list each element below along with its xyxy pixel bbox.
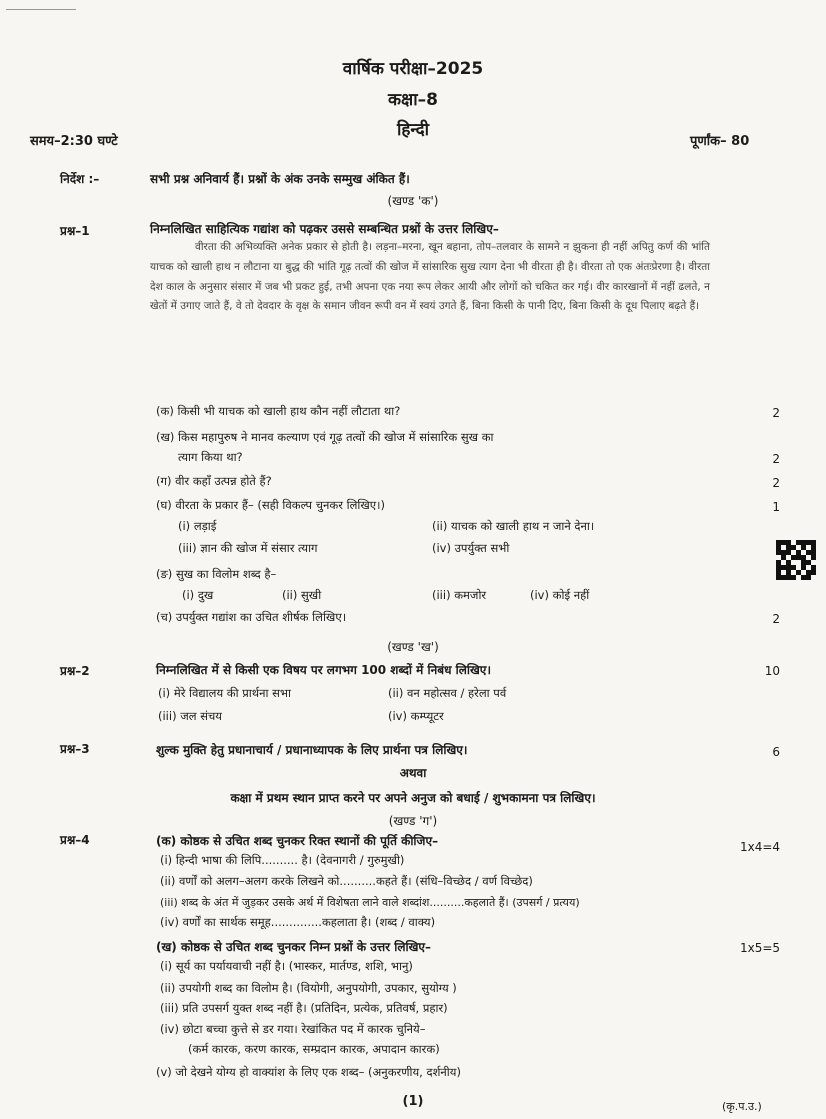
q4-b-iv-line1: (iv) छोटा बच्चा कुत्ते से डर गया। रेखांकित पद में कारक चुनिये– xyxy=(160,1022,426,1036)
q1-c-marks: 2 xyxy=(772,476,780,490)
scan-artifact-line xyxy=(6,9,76,10)
q3-text: शुल्क मुक्ति हेतु प्रधानाचार्य / प्रधानाध्यापक के लिए प्रार्थना पत्र लिखिए। xyxy=(156,743,468,757)
section-kha: (खण्ड 'ख') xyxy=(387,640,439,654)
section-ka: (खण्ड 'क') xyxy=(387,194,439,208)
q4-b-iv-line2: (कर्म कारक, करण कारक, सम्प्रदान कारक, अपादान कारक) xyxy=(188,1042,440,1056)
continued-note: (कृ.प.उ.) xyxy=(722,1100,762,1113)
q4-b-i: (i) सूर्य का पर्यायवाची नहीं है। (भास्कर, मार्तण्ड, शशि, भानु) xyxy=(160,959,413,973)
q2-label: प्रश्न–2 xyxy=(60,664,90,678)
q1-d-opt1: (i) लड़ाई xyxy=(178,519,217,533)
class-title: कक्षा–8 xyxy=(388,90,438,110)
section-ga: (खण्ड 'ग') xyxy=(388,814,438,828)
q1-e-opt1: (i) दुख xyxy=(182,588,214,602)
q4-a-iv: (iv) वर्णों का सार्थक समूह..............कहलाता है। (शब्द / वाक्य) xyxy=(160,915,436,929)
q1-e-opt3: (iii) कमजोर xyxy=(432,588,487,602)
q1-b-line2: त्याग किया था? xyxy=(178,450,243,464)
q1-f: (च) उपर्युक्त गद्यांश का उचित शीर्षक लिखिए। xyxy=(156,610,347,624)
q3-label: प्रश्न–3 xyxy=(60,742,90,756)
q4-label: प्रश्न–4 xyxy=(60,833,90,847)
q1-d-opt2: (ii) याचक को खाली हाथ न जाने देना। xyxy=(432,519,595,533)
instructions-text: सभी प्रश्न अनिवार्य हैं। प्रश्नों के अंक उनके सम्मुख अंकित हैं। xyxy=(150,172,410,186)
q1-text: निम्नलिखित साहित्यिक गद्यांश को पढ़कर उससे सम्बन्धित प्रश्नों के उत्तर लिखिए– xyxy=(150,222,499,236)
q2-opt2: (ii) वन महोत्सव / हरेला पर्व xyxy=(388,686,507,700)
q4-b-ii: (ii) उपयोगी शब्द का विलोम है। (वियोगी, अनुपयोगी, उपकार, सुयोग्य ) xyxy=(160,981,457,995)
q3-alt: कक्षा में प्रथम स्थान प्राप्त करने पर अपने अनुज को बधाई / शुभकामना पत्र लिखिए। xyxy=(230,791,596,805)
q1-b-marks: 2 xyxy=(772,452,780,466)
q1-d-opt3: (iii) ज्ञान की खोज में संसार त्याग xyxy=(178,541,318,555)
q4-b-iii: (iii) प्रति उपसर्ग युक्त शब्द नहीं है। (प्रतिदिन, प्रत्येक, प्रतिवर्ष, प्रहार) xyxy=(160,1001,448,1015)
q1-e-opt4: (iv) कोई नहीं xyxy=(530,588,590,602)
exam-title: वार्षिक परीक्षा–2025 xyxy=(342,59,484,79)
q1-d-opt4: (iv) उपर्युक्त सभी xyxy=(432,541,510,555)
q2-opt4: (iv) कम्प्यूटर xyxy=(388,709,444,723)
q1-c: (ग) वीर कहाँ उत्पन्न होते हैं? xyxy=(156,474,272,488)
q3-or: अथवा xyxy=(399,766,427,780)
page-number: (1) xyxy=(402,1094,424,1109)
q2-opt3: (iii) जल संचय xyxy=(158,709,222,723)
q1-d: (घ) वीरता के प्रकार हैं– (सही विकल्प चुनकर लिखिए।) xyxy=(156,498,385,512)
q1-e: (ङ) सुख का विलोम शब्द है– xyxy=(156,567,277,581)
qr-code xyxy=(776,540,816,580)
max-marks: पूर्णांक– 80 xyxy=(690,134,750,149)
q4-b-v: (v) जो देखने योग्य हो वाक्यांश के लिए एक शब्द– (अनुकरणीय, दर्शनीय) xyxy=(156,1065,461,1079)
q1-label: प्रश्न–1 xyxy=(60,224,90,238)
q4-b-marks: 1x5=5 xyxy=(740,941,781,955)
instructions-label: निर्देश :– xyxy=(60,172,100,186)
time-duration: समय–2:30 घण्टे xyxy=(30,134,118,149)
q4-a-iii: (iii) शब्द के अंत में जुड़कर उसके अर्थ में विशेषता लाने वाले शब्दांश..........कहलाते हैं। (उपसर्ग / प्रत्यय) xyxy=(160,896,580,909)
q1-a: (क) किसी भी याचक को खाली हाथ कौन नहीं लौटाता था? xyxy=(156,404,401,418)
q4-a-ii: (ii) वर्णों को अलग–अलग करके लिखने को..........कहते हैं। (संधि–विच्छेद / वर्ण विच्छेद) xyxy=(160,874,533,888)
q4-a-marks: 1x4=4 xyxy=(740,840,781,854)
q3-marks: 6 xyxy=(772,745,780,759)
q1-e-opt2: (ii) सुखी xyxy=(282,588,322,602)
q4-a: (क) कोष्ठक से उचित शब्द चुनकर रिक्त स्थानों की पूर्ति कीजिए– xyxy=(156,834,439,848)
q2-text: निम्नलिखित में से किसी एक विषय पर लगभग 100 शब्दों में निबंध लिखिए। xyxy=(156,663,491,677)
q2-marks: 10 xyxy=(764,664,780,678)
q1-d-marks: 1 xyxy=(772,500,780,514)
q1-f-marks: 2 xyxy=(772,612,780,626)
q4-a-i: (i) हिन्दी भाषा की लिपि.......... है। (देवनागरी / गुरुमुखी) xyxy=(160,853,405,867)
q4-b: (ख) कोष्ठक से उचित शब्द चुनकर निम्न प्रश्नों के उत्तर लिखिए– xyxy=(156,940,432,954)
q2-opt1: (i) मेरे विद्यालय की प्रार्थना सभा xyxy=(158,686,291,700)
q1-b-line1: (ख) किस महापुरुष ने मानव कल्याण एवं गूढ़ तत्वों की खोज में सांसारिक सुख का xyxy=(156,430,494,444)
subject-title: हिन्दी xyxy=(396,120,430,140)
q1-passage: वीरता की अभिव्यक्ति अनेक प्रकार से होती है। लड़ना–मरना, खून बहाना, तोप–तलवार के सामने न झुकना ही नहीं अपितु कर्ण की भांति याचक को खाली हाथ न लौटाना या बुद्ध की भांति गूढ़ तत्वों की खोज में सांसारिक सुख त्याग देना भी वीरता ही है। वीरता तो एक अंतःप्रेरणा है। वीरता देश काल के अनुसार संसार में जब भी प्रकट हुई, तभी अपना एक नया रूप लेकर आयी और लोगों को चकित कर गई। वीर कारखानों में नहीं ढलते, न खेतों में उगाए जाते हैं, वे तो देवदार के वृक्ष के समान जीवन रूपी वन में स्वयं उगते हैं, बिना किसी के पानी दिए, बिना किसी के दूध पिलाए बढ़ते हैं। xyxy=(150,241,710,313)
q1-a-marks: 2 xyxy=(772,406,780,420)
